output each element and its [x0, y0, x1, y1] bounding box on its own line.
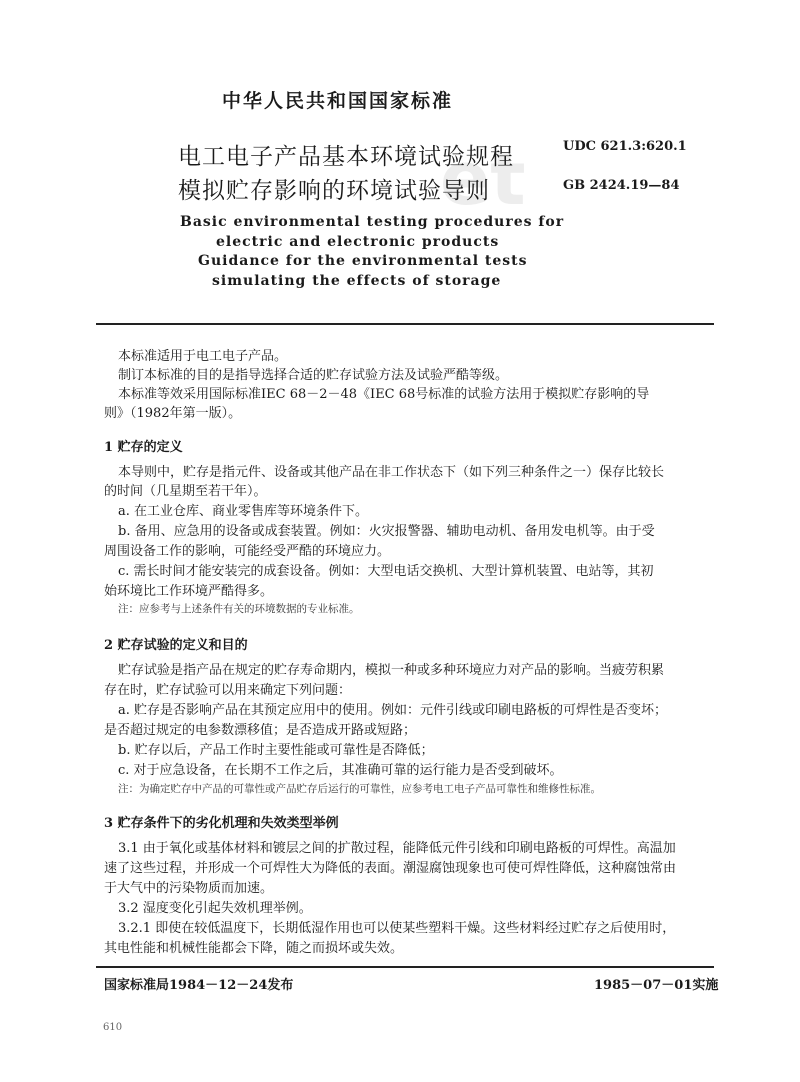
section-2-item-c: c. 对于应急设备，在长期不工作之后，其准确可靠的运行能力是否受到破坏。 — [118, 763, 563, 778]
intro-line2: 制订本标准的目的是指导选择合适的贮存试验方法及试验严酷等级。 — [118, 368, 509, 383]
section-3-2-1-line1: 3.2.1 即使在较低温度下，长期低湿作用也可以使某些塑料干燥。这些材料经过贮存之后使用时， — [118, 921, 676, 936]
section-2-note: 注：为确定贮存中产品的可靠性或产品贮存后运行的可靠性，应参考电工电子产品可靠性和维修性标准。 — [118, 783, 601, 795]
effective-date: 1985－07－01实施 — [594, 978, 719, 993]
page-number: 610 — [103, 1022, 123, 1033]
english-title-line2: electric and electronic products — [216, 234, 500, 250]
section-1-body-line1: 本导则中，贮存是指元件、设备或其他产品在非工作状态下（如下列三种条件之一）保存比较长 — [118, 465, 665, 480]
udc-code: UDC 621.3:620.1 — [563, 139, 687, 154]
section-3-1-line1: 3.1 由于氧化或基体材料和镀层之间的扩散过程，能降低元件引线和印刷电路板的可焊性。高温加 — [118, 841, 676, 856]
section-1-item-b-line1: b. 备用、应急用的设备或成套装置。例如：火灾报警器、辅助电动机、备用发电机等。由于受 — [118, 524, 655, 539]
intro-line1: 本标准适用于电工电子产品。 — [118, 349, 288, 364]
section-1-item-c-line1: c. 需长时间才能安装完的成套设备。例如：大型电话交换机、大型计算机装置、电站等，其初 — [118, 564, 654, 579]
english-title-line3: Guidance for the environmental tests — [198, 253, 528, 269]
section-2-heading: 2 贮存试验的定义和目的 — [104, 638, 248, 653]
section-2-item-b: b. 贮存以后，产品工作时主要性能或可靠性是否降低； — [118, 743, 434, 758]
intro-line4: 则》（1982年第一版）。 — [104, 406, 242, 421]
section-1-body-line2: 的时间（几星期至若干年）。 — [104, 484, 267, 499]
section-2-body-line1: 贮存试验是指产品在规定的贮存寿命期内，模拟一种或多种环境应力对产品的影响。当疲劳积累 — [118, 663, 665, 678]
issuing-org: 中华人民共和国国家标准 — [222, 90, 454, 112]
section-2-item-a-line1: a. 贮存是否影响产品在其预定应用中的使用。例如：元件引线或印刷电路板的可焊性是否变坏； — [118, 703, 668, 718]
header-divider — [96, 323, 714, 325]
footer-divider — [96, 966, 714, 968]
english-title-line1: Basic environmental testing procedures for — [180, 214, 565, 230]
watermark: et — [440, 136, 526, 222]
section-3-1-line2: 速了这些过程，并形成一个可焊性大为降低的表面。潮湿腐蚀现象也可使可焊性降低，这种腐蚀常由 — [104, 861, 677, 876]
issued-date: 国家标准局1984－12－24发布 — [104, 978, 294, 993]
section-3-heading: 3 贮存条件下的劣化机理和失效类型举例 — [104, 816, 339, 831]
section-2-body-line2: 存在时，贮存试验可以用来确定下列问题： — [104, 683, 352, 698]
section-3-2: 3.2 湿度变化引起失效机理举例。 — [118, 901, 312, 916]
section-1-item-c-line2: 始环境比工作环境严酷得多。 — [104, 584, 274, 599]
gb-number: GB 2424.19—84 — [563, 178, 680, 193]
section-1-note: 注：应参考与上述条件有关的环境数据的专业标准。 — [118, 603, 360, 615]
section-2-item-a-line2: 是否超过规定的电参数漂移值；是否造成开路或短路； — [104, 723, 417, 738]
section-1-item-b-line2: 周围设备工作的影响，可能经受严酷的环境应力。 — [104, 544, 391, 559]
section-1-item-a: a. 在工业仓库、商业零售库等环境条件下。 — [118, 504, 369, 519]
intro-line3: 本标准等效采用国际标准IEC 68－2－48《IEC 68号标准的试验方法用于模拟贮存影响的导 — [118, 387, 650, 402]
section-3-2-1-line2: 其电性能和机械性能都会下降，随之而损坏或失效。 — [104, 941, 404, 956]
section-1-heading: 1 贮存的定义 — [104, 440, 183, 455]
section-3-1-line3: 于大气中的污染物质而加速。 — [104, 881, 274, 896]
document-title-line1: 电工电子产品基本环境试验规程 — [178, 144, 514, 170]
english-title-line4: simulating the effects of storage — [212, 273, 502, 289]
document-title-line2: 模拟贮存影响的环境试验导则 — [178, 178, 490, 204]
